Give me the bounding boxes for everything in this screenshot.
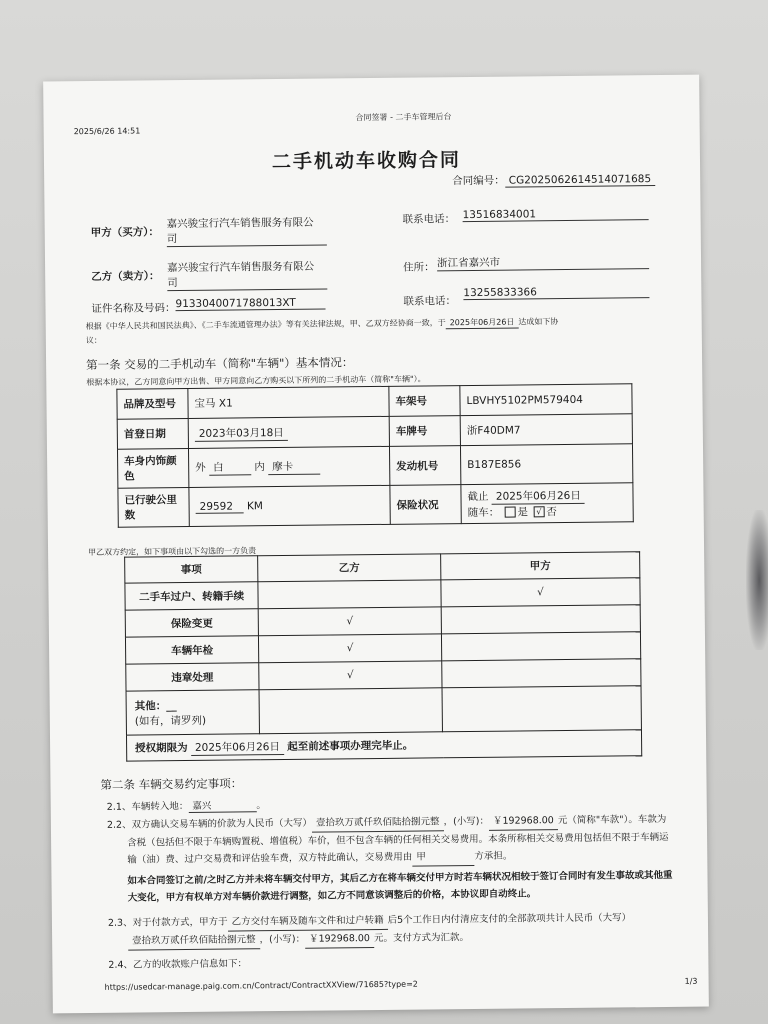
clause-2-3-text-b: 后5个工作日内付清应支付的全部款项共计人民币（大写）	[387, 912, 632, 926]
party-b-address-label: 住所：	[403, 261, 435, 274]
clause-2-2-line3-b: 方承担。	[474, 850, 513, 862]
inner-color-value: 摩卡	[268, 459, 320, 476]
reg-date-value: 2023年03月18日	[195, 424, 288, 441]
row-item: 保险变更	[125, 609, 258, 637]
col-a-header: 甲方	[441, 552, 640, 580]
party-b-phone-label: 联系电话：	[403, 295, 457, 308]
vin-value: LBVHY5102PM579404	[460, 384, 632, 416]
party-b-phone: 13255833366	[463, 285, 649, 300]
clause-2-2-line2: 含税（包括但不限于车辆购置税、增值税）车价，但不包含车辆的任何相关交易费用。本条所称相关交易费用包括但不限于车辆运	[127, 831, 669, 849]
clause-2-2-text-c: 元（简称"车款"）。车款为	[557, 813, 667, 827]
party-b-name-line1: 嘉兴骏宝行汽车销售服务有限公	[167, 260, 315, 275]
intro-date: 2025年06月26日	[446, 316, 519, 329]
clause-2-3-text-a: 2.3、对于付款方式，甲方于	[107, 916, 228, 929]
party-b-label: 乙方（卖方）：	[91, 270, 160, 283]
plate-value: 浙F40DM7	[460, 414, 632, 446]
mileage-unit: KM	[246, 499, 263, 512]
row-b-mark: √	[259, 661, 442, 690]
clause-2-3-text-c: ，(小写)：	[259, 933, 306, 946]
clause-2-2-payer: 甲	[412, 848, 474, 867]
price-adjust-line1: 如本合同签订之前/之时乙方并未将车辆交付甲方，其后乙方在将车辆交付甲方时若车辆状况相较于签订合同时有发生事故或其他重	[127, 869, 673, 887]
responsibility-table	[124, 551, 642, 761]
clause-2-2-line3-a: 输（油）费、过户交易费和评估验车费，双方特此确认，交易费用由	[127, 851, 413, 866]
price-adjust-notice	[127, 867, 693, 907]
insurance-no-checkbox[interactable]: √	[533, 506, 544, 517]
party-a-name	[167, 214, 327, 247]
clause-2-2-text-a: 2.2、双方确认交易车辆的价款为人民币（大写）	[106, 817, 313, 831]
intro-line2: 议：	[85, 335, 102, 346]
color-label	[117, 448, 188, 488]
outer-color-value: 白	[209, 459, 251, 475]
insurance-follow-label: 随车：	[467, 506, 500, 519]
contract-page	[43, 75, 709, 1014]
insurance-cell	[461, 483, 633, 524]
plate-label: 车牌号	[389, 416, 460, 447]
contract-number-label: 合同编号：	[452, 174, 505, 188]
contract-number	[452, 171, 655, 188]
clause-2-3	[108, 909, 694, 951]
authorization-suffix: 起至前述事项办理完毕止。	[287, 739, 414, 753]
insurance-deadline-prefix: 截止	[467, 490, 489, 503]
clause-2-3-text-d: 元。支付方式为汇款。	[373, 932, 470, 945]
clause-2-2-text-b: ，(小写)：	[443, 815, 490, 828]
row-item: 违章处理	[126, 663, 259, 691]
clause-2-3-amount: ￥192968.00	[305, 930, 374, 949]
col-b-header: 乙方	[258, 554, 441, 582]
mileage-cell	[189, 485, 390, 526]
other-a-cell	[442, 686, 641, 732]
row-b-mark: √	[258, 607, 441, 636]
party-b-address: 浙江省嘉兴市	[437, 253, 649, 271]
row-item: 车辆年检	[125, 636, 258, 664]
row-a-mark	[441, 605, 640, 634]
reg-date-cell	[188, 416, 389, 448]
row-a-mark	[441, 632, 640, 661]
footer-url[interactable]: https://usedcar-manage.paig.com.cn/Contract/ContractXXView/71685?type=2	[104, 979, 418, 992]
party-b-cert-value: 9133040071788013XT	[175, 297, 325, 312]
contract-title: 二手机动车收购合同	[271, 149, 462, 174]
authorization-date: 2025年06月26日	[191, 738, 284, 755]
party-b-cert-label: 证件名称及号码：	[91, 302, 176, 315]
party-a-phone-label: 联系电话：	[402, 213, 456, 226]
insurance-label: 保险状况	[390, 485, 461, 525]
other-label: 其他：__	[134, 699, 177, 713]
clause-2-4: 2.4、乙方的收款账户信息如下：	[108, 958, 248, 971]
authorization-label: 授权期限为	[135, 741, 188, 755]
other-cell	[126, 690, 259, 735]
vin-label: 车架号	[389, 386, 460, 417]
insurance-yes-label: 是	[517, 505, 529, 519]
insurance-deadline: 2025年06月26日	[492, 487, 585, 504]
party-a-name-line1: 嘉兴骏宝行汽车销售服务有限公	[166, 216, 314, 231]
row-item: 二手车过户、转籍手续	[125, 582, 258, 610]
mileage-value: 29592	[196, 500, 244, 514]
clause-2-1-value: 嘉兴	[188, 797, 256, 813]
mileage-label-line1: 已行驶公里	[124, 494, 178, 507]
clause-2-1	[107, 797, 266, 814]
party-a-phone: 13516834001	[462, 207, 648, 222]
vehicle-info-table	[116, 383, 633, 527]
party-b-name-line2: 司	[167, 277, 178, 290]
footer-page-number: 1/3	[684, 976, 698, 986]
row-a-mark	[442, 659, 641, 688]
clause-2-2-amount: ￥192968.00	[489, 812, 558, 831]
party-a-label: 甲方（买方）：	[90, 226, 160, 239]
clause-2-2-amount-words: 壹拾玖万贰仟玖佰陆拾捌元整	[312, 813, 444, 832]
clause-2-3-condition: 乙方交付车辆及随车文件和过户转籍	[227, 912, 387, 932]
engine-value: B187E856	[460, 444, 632, 485]
clause-2-1-prefix: 2.1、车辆转入地：	[106, 800, 189, 813]
mileage-label	[118, 487, 189, 527]
row-a-mark: √	[441, 578, 640, 607]
clause-2-1-suffix: 。	[256, 800, 266, 812]
intro-text-before: 根据《中华人民共和国民法典》、《二手车流通管理办法》等有关法律法规，甲、乙双方经协商一致，于	[85, 318, 446, 332]
color-label-line1: 车身内饰颜	[124, 455, 177, 468]
intro-text-after: 达成如下协	[518, 317, 559, 327]
col-item-header: 事项	[125, 556, 258, 583]
article1-heading: 第一条 交易的二手机动车（简称"车辆"）基本情况：	[86, 355, 354, 373]
mileage-label-line2: 数	[124, 509, 136, 522]
article1-sub: 根据本协议，乙方同意向甲方出售、甲方同意向乙方购买以下所列的二手机动车（简称"车辆"）。	[86, 374, 426, 388]
authorization-period	[126, 730, 641, 761]
scan-stain	[746, 510, 768, 650]
clause-2-2	[107, 811, 694, 870]
outer-color-label: 外	[195, 461, 206, 474]
contract-number-value: CG2025062614514071685	[505, 173, 656, 188]
other-hint: (如有，请罗列)	[134, 714, 207, 728]
agreement-intro: 甲乙双方约定，如下事项由以下勾选的一方负责	[88, 546, 257, 558]
reg-date-label: 首登日期	[117, 418, 188, 449]
intro-text	[86, 316, 559, 333]
inner-color-label: 内	[254, 461, 265, 474]
color-label-line2: 色	[124, 470, 135, 483]
engine-label: 发动机号	[389, 446, 460, 486]
row-b-mark	[258, 580, 441, 609]
article2-heading: 第二条 车辆交易约定事项：	[100, 776, 243, 792]
party-b-name	[167, 258, 327, 291]
brand-value: 宝马 X1	[188, 386, 389, 418]
row-b-mark: √	[258, 634, 441, 663]
clause-2-3-amount-words: 壹拾玖万贰仟玖佰陆拾捌元整	[128, 931, 260, 950]
other-b-cell	[259, 688, 442, 734]
print-datetime: 2025/6/26 14:51	[73, 126, 141, 137]
brand-label: 品牌及型号	[117, 388, 188, 419]
insurance-no-label: 否	[546, 505, 557, 518]
system-title: 合同签署 - 二手车管理后台	[355, 112, 452, 123]
price-adjust-line2: 大变化，甲方有权单方对车辆价款进行调整，如乙方不同意该调整后的价格，本协议即自动终止。	[127, 888, 537, 904]
insurance-yes-checkbox[interactable]	[504, 507, 515, 518]
color-cell	[188, 446, 389, 487]
party-a-name-line2: 司	[166, 233, 178, 246]
